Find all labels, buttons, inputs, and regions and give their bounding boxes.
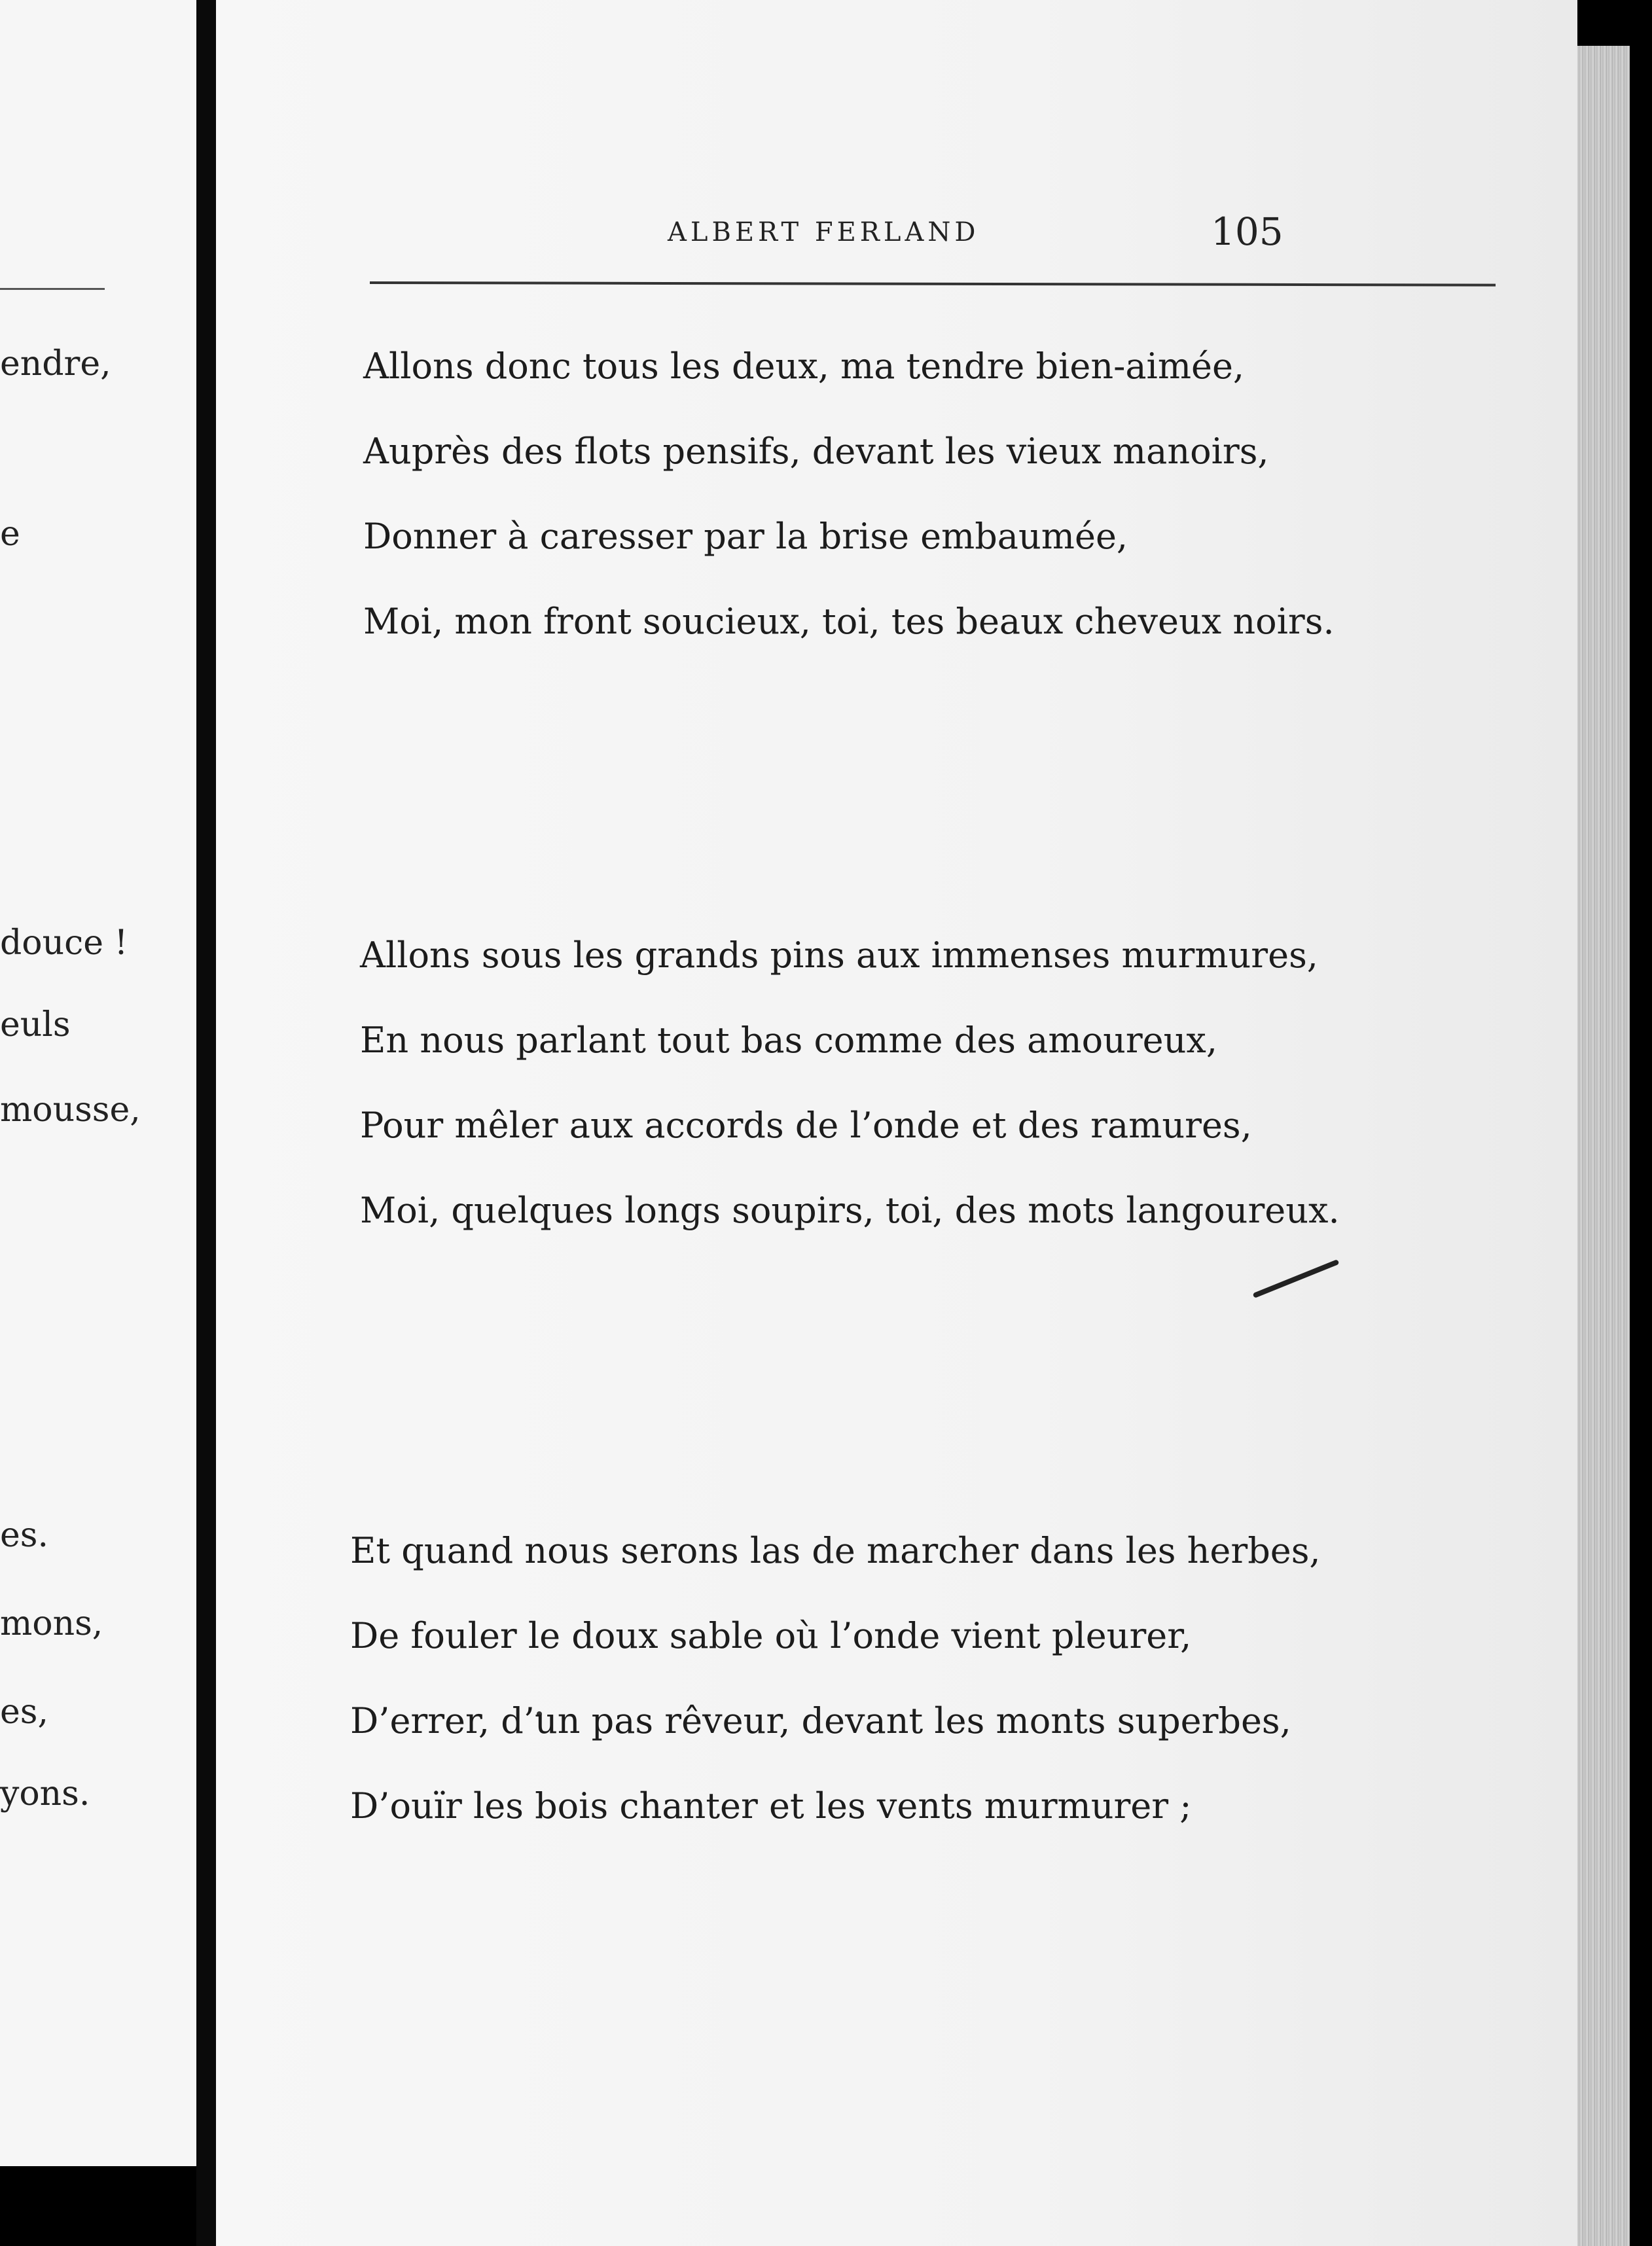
left-fragment: euls: [0, 1005, 71, 1044]
verse-line: Allons sous les grands pins aux immenses murmures,: [360, 935, 1318, 976]
left-fragment: es.: [0, 1516, 48, 1555]
left-fragment: douce !: [0, 923, 128, 963]
left-fragment: yons.: [0, 1774, 90, 1813]
stanza-3: [350, 1508, 1577, 1849]
verse-line: Moi, mon front soucieux, toi, tes beaux cheveux noirs.: [363, 601, 1335, 642]
left-fragment: mons,: [0, 1604, 103, 1643]
left-fragment: mousse,: [0, 1090, 141, 1130]
left-fragment: endre,: [0, 344, 111, 383]
verse-line: D’ouïr les bois chanter et les vents murmurer ;: [350, 1785, 1192, 1827]
ink-smudge: [1253, 1259, 1340, 1298]
stanza-2: [360, 913, 1577, 1253]
running-head: ALBERT FERLAND: [668, 217, 980, 247]
verse-line: En nous parlant tout bas comme des amoureux,: [360, 1020, 1218, 1061]
left-fragment: es,: [0, 1692, 48, 1732]
verse-line: Allons donc tous les deux, ma tendre bien-aimée,: [363, 346, 1245, 387]
page-number: 105: [1211, 209, 1284, 254]
left-fragment: e: [0, 514, 20, 554]
book-gutter: [196, 0, 216, 2246]
verse-line: Moi, quelques longs soupirs, toi, des mots langoureux.: [360, 1190, 1340, 1231]
page-edges: [1577, 46, 1630, 2246]
verse-line: Auprès des flots pensifs, devant les vieux manoirs,: [363, 431, 1269, 472]
page-header: [216, 209, 1577, 262]
verse-line: D’errer, d’un pas rêveur, devant les monts superbes,: [350, 1700, 1291, 1741]
left-page: [0, 0, 196, 2166]
verse-line: Pour mêler aux accords de l’onde et des ramures,: [360, 1105, 1252, 1146]
right-page: [216, 0, 1577, 2246]
verse-line: Donner à caresser par la brise embaumée,: [363, 516, 1128, 557]
verse-line: Et quand nous serons las de marcher dans les herbes,: [350, 1530, 1321, 1571]
header-rule: [370, 281, 1496, 287]
left-page-rule: [0, 288, 105, 290]
stanza-1: [363, 324, 1577, 664]
verse-line: De fouler le doux sable où l’onde vient pleurer,: [350, 1615, 1192, 1656]
